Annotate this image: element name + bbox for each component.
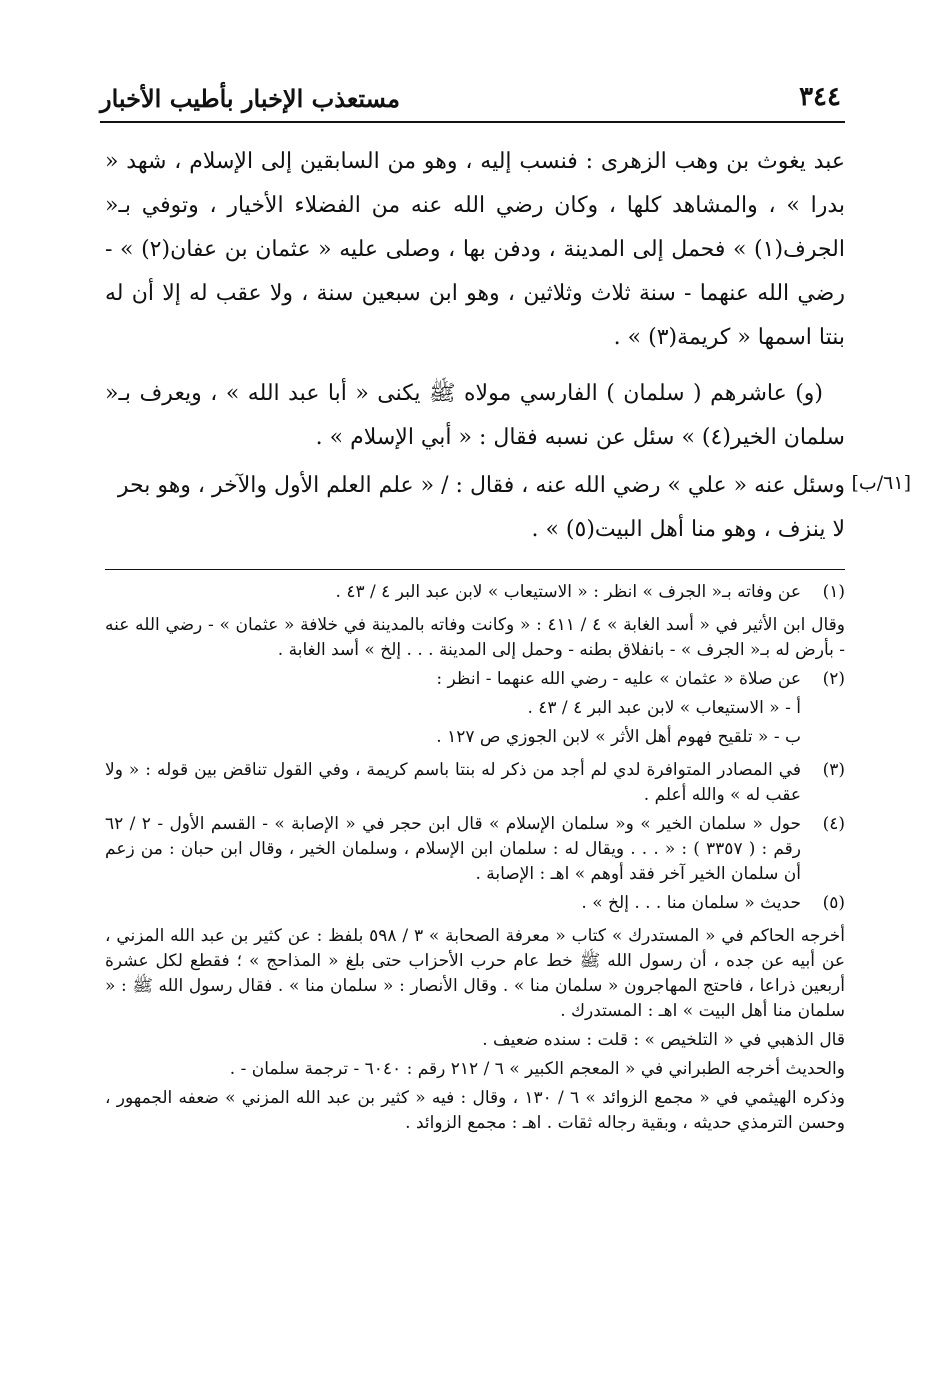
footnote-body [105, 580, 801, 609]
footnote-line: أ - « الاستيعاب » لابن عبد البر ٤ / ٤٣ . [527, 698, 801, 718]
running-title: مستعذب الإخبار بأطيب الأخبار [100, 84, 400, 113]
footnote-line: ب - « تلقيح فهوم أهل الأثر » لابن الجوزي ص ١٢٧ . [436, 727, 801, 747]
footnote-line: حديث « سلمان منا . . . إلخ » . [581, 893, 801, 913]
footnote-body [105, 891, 801, 920]
footnote-5-paragraph: قال الذهبي في « التلخيص » : قلت : سنده ضعيف . [482, 1030, 845, 1050]
footnote-5-paragraph: وذكره الهيثمي في « مجمع الزوائد » ٦ / ١٣٠ ، وقال : فيه « كثير بن عبد الله المزني » ضعفه الجمهور ، وحسن الترمذي حديثه ، وبقية رجاله ثقات . اهـ : مجمع الزوائد . [105, 1088, 845, 1133]
page-header [100, 82, 841, 118]
footnote-1 [105, 580, 845, 609]
footnote-number: (٣) [822, 760, 845, 780]
footnote-2 [105, 667, 845, 754]
footnote-4 [105, 812, 845, 887]
footnote-body: في المصادر المتوافرة لدي لم أجد من ذكر له بنتا باسم كريمة ، وفي القول تناقض بين قوله : « ولا عقب له » والله أعلم . [105, 760, 801, 805]
footnote-line: عن صلاة « عثمان » عليه - رضي الله عنهما - انظر : [436, 669, 801, 689]
footnote-5 [105, 891, 845, 920]
footnote-number: (٥) [822, 893, 845, 913]
page-number: ٣٤٤ [799, 82, 841, 112]
footnote-body: حول « سلمان الخير » و« سلمان الإسلام » قال ابن حجر في « الإصابة » - القسم الأول - ٢ / ٦٢ رقم : ( ٣٣٥٧ ) : « . . . ويقال له : سلمان ابن الإسلام ، وسلمان الخير ، وقال ابن حبان : من زعم أن سلمان الخير آخر فقد أوهم » اهـ : الإصابة . [105, 814, 801, 884]
footnote-3 [105, 758, 845, 808]
footnote-body [105, 667, 801, 754]
footnote-line: عن وفاته بـ« الجرف » انظر : « الاستيعاب » لابن عبد البر ٤ / ٤٣ . [335, 582, 801, 602]
header-rule [100, 121, 845, 123]
paragraph-3: وسئل عنه « علي » رضي الله عنه ، فقال : / « علم العلم الأول والآخر ، وهو بحر لا ينزف ، وهو منا أهل البيت(٥) » . [117, 473, 845, 542]
footnote-5-paragraph: أخرجه الحاكم في « المستدرك » كتاب « معرفة الصحابة » ٣ / ٥٩٨ بلفظ : عن كثير بن عبد الله المزني ، عن أبيه عن جده ، أن رسول الله ﷺ خط عام حرب الأحزاب حتى بلغ « المذاحج » ؛ فقطع لكل عشرة أربعين ذراعا ، فاحتج المهاجرون « سلمان منا » . وقال الأنصار : « سلمان منا » . فقال رسول الله ﷺ : « سلمان منا أهل البيت » اهـ : المستدرك . [105, 926, 845, 1021]
paragraph-2: (و) عاشرهم ( سلمان ) الفارسي مولاه ﷺ يكنى « أبا عبد الله » ، ويعرف بـ« سلمان الخير(٤) » سئل عن نسبه فقال : « أبي الإسلام » . [105, 381, 845, 450]
footnote-number: (٢) [822, 669, 845, 689]
margin-folio-note: [٦١/ب] [851, 472, 911, 494]
main-text [105, 140, 845, 472]
footnote-5-paragraph: والحديث أخرجه الطبراني في « المعجم الكبير » ٦ / ٢١٢ رقم : ٦٠٤٠ - ترجمة سلمان - . [229, 1059, 845, 1079]
footnote-number: (٤) [822, 814, 845, 834]
footnote-number: (١) [822, 582, 845, 602]
footnotes [105, 580, 845, 1140]
paragraph-1: عبد يغوث بن وهب الزهرى : فنسب إليه ، وهو من السابقين إلى الإسلام ، شهد « بدرا » ، والمشاهد كلها ، وكان رضي الله عنه من الفضلاء الأخيار ، وتوفي بـ« الجرف(١) » فحمل إلى المدينة ، ودفن بها ، وصلى عليه « عثمان بن عفان(٢) » - رضي الله عنهما - سنة ثلاث وثلاثين ، وهو ابن سبعين سنة ، ولا عقب له إلا أن له بنتا اسمها « كريمة(٣) » . [105, 149, 845, 350]
footnote-separator [105, 569, 845, 570]
footnote-1-continuation: وقال ابن الأثير في « أسد الغابة » ٤ / ٤١١ : « وكانت وفاته بالمدينة في خلافة « عثمان » - رضي الله عنه - بأرض له بـ« الجرف » - بانفلاق بطنه - وحمل إلى المدينة . . . إلخ » أسد الغابة . [105, 615, 845, 660]
